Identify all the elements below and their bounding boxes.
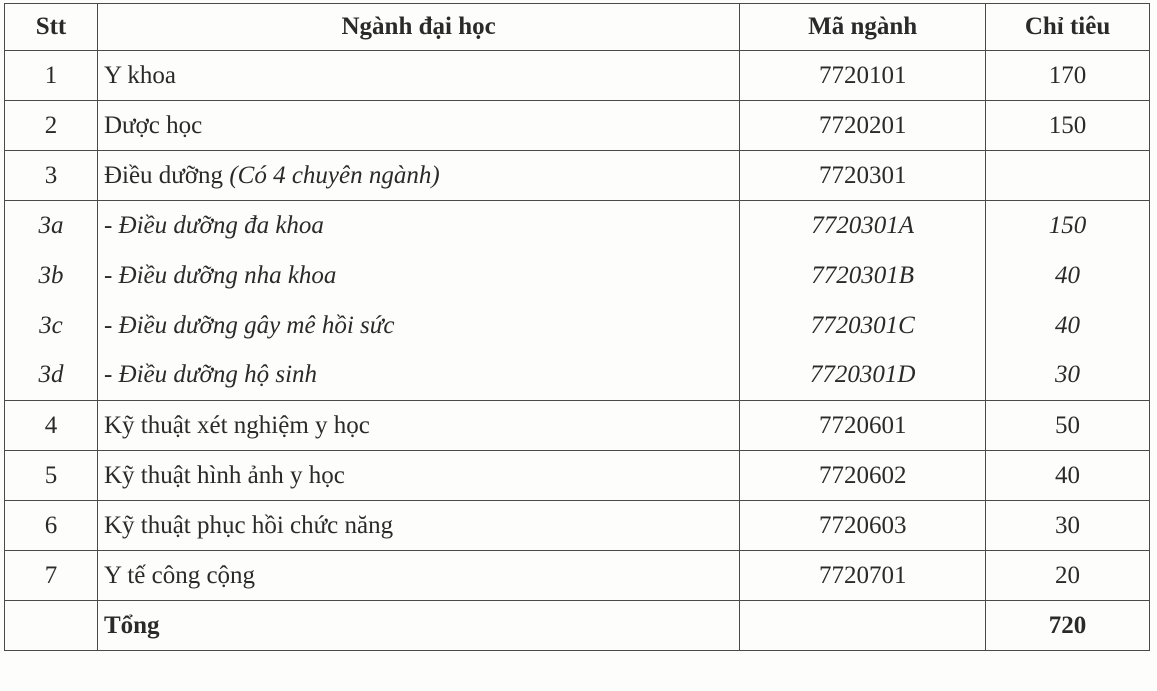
cell-major [97, 501, 739, 551]
cell-stt-text: 3a [38, 211, 64, 239]
header-major: Ngành đại học [97, 4, 739, 51]
cell-stt-text: 6 [44, 511, 58, 539]
header-code: Mã ngành [740, 4, 986, 51]
cell-stt [5, 351, 98, 401]
cell-major [97, 251, 739, 301]
cell-major [97, 551, 739, 601]
table-header-row [5, 4, 1150, 51]
table-row [5, 51, 1150, 101]
cell-quota-text: 150 [1048, 211, 1087, 239]
cell-code-text: 7720201 [818, 111, 907, 139]
cell-quota [986, 501, 1150, 551]
cell-stt-text: 5 [44, 461, 58, 489]
cell-major [97, 201, 739, 251]
table-row [5, 501, 1150, 551]
cell-quota-text: 170 [1048, 61, 1087, 89]
cell-major-text: Y tế công cộng [103, 561, 256, 589]
cell-code-text: 7720301B [811, 261, 915, 289]
cell-code [740, 201, 986, 251]
cell-quota [986, 351, 1150, 401]
cell-code [740, 151, 986, 201]
cell-code-text: 7720603 [818, 511, 907, 539]
cell-major [97, 451, 739, 501]
cell-quota [986, 151, 1150, 201]
cell-quota [986, 101, 1150, 151]
cell-stt-text: 7 [44, 561, 58, 589]
cell-major [97, 51, 739, 101]
cell-stt-text: 1 [44, 61, 58, 89]
cell-major-text: Kỹ thuật phục hồi chức năng [103, 511, 394, 539]
total-label: Tổng [97, 601, 739, 651]
cell-quota-text: 40 [1055, 311, 1081, 339]
cell-code [740, 401, 986, 451]
cell-code [740, 601, 986, 651]
cell-stt [5, 401, 98, 451]
cell-stt [5, 301, 98, 351]
cell-code-text: 7720301A [811, 211, 915, 239]
cell-quota-text: 40 [1055, 261, 1081, 289]
table-row [5, 151, 1150, 201]
cell-major-text: - Điều dưỡng gây mê hồi sức [103, 311, 395, 339]
cell-stt [5, 201, 98, 251]
cell-code [740, 51, 986, 101]
cell-code-text: 7720301 [818, 161, 907, 189]
cell-code [740, 351, 986, 401]
cell-quota [986, 401, 1150, 451]
table-row [5, 201, 1150, 251]
cell-quota [986, 301, 1150, 351]
cell-major-text: - Điều dưỡng đa khoa [103, 211, 324, 239]
cell-code-text: 7720101 [818, 61, 907, 89]
cell-stt [5, 251, 98, 301]
cell-quota [986, 201, 1150, 251]
cell-stt [5, 451, 98, 501]
cell-major-text: Kỹ thuật xét nghiệm y học [103, 411, 370, 439]
cell-stt [5, 51, 98, 101]
table-row [5, 551, 1150, 601]
cell-code [740, 551, 986, 601]
cell-stt [5, 151, 98, 201]
total-quota: 720 [986, 601, 1150, 651]
cell-code [740, 301, 986, 351]
cell-stt-text: 3c [39, 311, 63, 339]
cell-major [97, 351, 739, 401]
cell-major [97, 301, 739, 351]
cell-major [97, 401, 739, 451]
cell-major-note: (Có 4 chuyên ngành) [229, 161, 440, 189]
cell-code-text: 7720602 [818, 461, 907, 489]
table-row [5, 351, 1150, 401]
cell-major [97, 151, 739, 201]
table-row [5, 301, 1150, 351]
cell-stt [5, 501, 98, 551]
admission-quota-table [4, 3, 1150, 651]
cell-stt [5, 551, 98, 601]
cell-quota-text: 30 [1055, 511, 1081, 539]
cell-code [740, 501, 986, 551]
cell-code-text: 7720701 [818, 561, 907, 589]
cell-quota-text: 150 [1048, 111, 1087, 139]
total-row [5, 601, 1150, 651]
table-row [5, 251, 1150, 301]
cell-code-text: 7720301D [809, 361, 916, 389]
header-stt: Stt [5, 4, 98, 51]
cell-stt-text: 3 [44, 161, 58, 189]
cell-stt-text: 3b [38, 261, 64, 289]
cell-quota-text: 20 [1055, 561, 1081, 589]
cell-stt-text: 4 [44, 411, 58, 439]
cell-code-text: 7720301C [810, 311, 915, 339]
cell-quota [986, 251, 1150, 301]
cell-quota [986, 551, 1150, 601]
header-quota: Chỉ tiêu [986, 4, 1150, 51]
cell-code [740, 251, 986, 301]
cell-stt-text: 2 [44, 111, 58, 139]
table-row [5, 451, 1150, 501]
cell-quota-text: 30 [1055, 361, 1081, 389]
cell-quota-text: 50 [1055, 411, 1081, 439]
cell-code [740, 451, 986, 501]
cell-stt [5, 601, 98, 651]
cell-stt-text: 3d [38, 361, 64, 389]
cell-major-text: - Điều dưỡng nha khoa [103, 261, 337, 289]
cell-quota-text: 40 [1055, 461, 1081, 489]
cell-major-text: - Điều dưỡng hộ sinh [103, 361, 318, 389]
cell-major [97, 101, 739, 151]
cell-quota [986, 51, 1150, 101]
cell-code [740, 101, 986, 151]
cell-major-text: Kỹ thuật hình ảnh y học [103, 461, 345, 489]
table-row [5, 101, 1150, 151]
cell-major-text: Dược học [103, 111, 203, 139]
cell-major-text: Y khoa [103, 61, 176, 89]
cell-quota [986, 451, 1150, 501]
cell-code-text: 7720601 [818, 411, 907, 439]
table-row [5, 401, 1150, 451]
cell-major-text: Điều dưỡng [103, 161, 224, 189]
cell-stt [5, 101, 98, 151]
